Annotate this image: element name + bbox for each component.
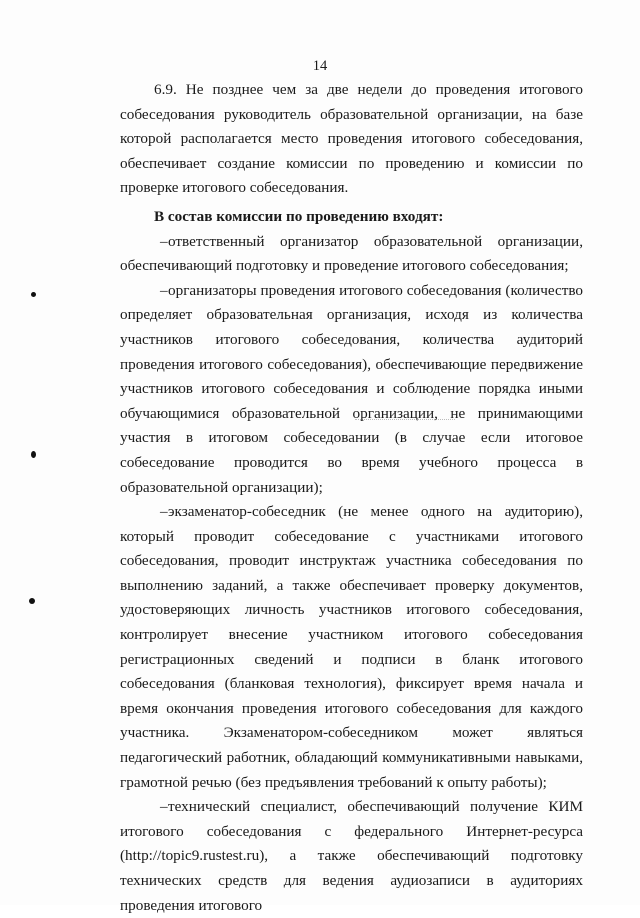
commission-heading: В состав комиссии по проведению входят: [154, 207, 444, 225]
paragraph-6-9: 6.9. Не позднее чем за две недели до проведения итогового собеседования руководитель образовательной организации, на базе которой располагается место проведения итогового собеседования, обеспечивает создание комиссии по проведению и комиссии по проверке итогового собеседования. [120, 81, 583, 197]
document-body [120, 78, 583, 918]
scan-mark-middle [31, 451, 36, 458]
list-item [120, 500, 583, 795]
list-dash: – [160, 503, 168, 521]
list-item [120, 279, 583, 500]
page-number: 14 [312, 58, 328, 74]
list-dash: – [160, 281, 168, 299]
list-dash: – [160, 798, 168, 816]
scan-mark-top [31, 292, 36, 297]
list-item [120, 230, 583, 279]
list-item-text: ответственный организатор образовательной организации, обеспечивающий подготовку и проведение итогового собеседования; [120, 232, 583, 275]
list-dash: – [160, 232, 168, 250]
list-item-text: технический специалист, обеспечивающий получение КИМ итогового собеседования с федерального Интернет-ресурса (http://topic9.rustest.ru), а также обеспечивающий подготовку технических средств для ведения аудиозаписи в аудиториях проведения итогового [120, 798, 583, 914]
list-item-text: организаторы проведения итогового собеседования (количество определяет образовательная организация, исходя из количества участников итогового собеседования, количества аудиторий проведения итогового собеседования), обеспечивающие передвижение участников итогового собеседования и соблюдение порядка иными обучающимися образовательной организации, не принимающими участия в итоговом собеседовании (в случае если итоговое собеседование проводится во время учебного процесса в образовательной организации); [120, 281, 583, 496]
scan-mark-bottom [29, 598, 35, 604]
list-item-text: экзаменатор-собеседник (не менее одного на аудиторию), который проводит собеседование с участниками итогового собеседования, проводит инструктаж участника собеседования по выполнению заданий, а также обеспечивает проверку документов, удостоверяющих личность участников итогового собеседования, контролирует внесение участником итогового собеседования регистрационных сведений и подписи в бланк итогового собеседования (бланковая технология), фиксирует время начала и время окончания проведения итогового собеседования для каждого участника. Экзаменатором-собеседником может являться педагогический работник, обладающий коммуникативными навыками, грамотной речью (без предъявления требований к опыту работы); [120, 503, 583, 791]
list-item [120, 795, 583, 918]
